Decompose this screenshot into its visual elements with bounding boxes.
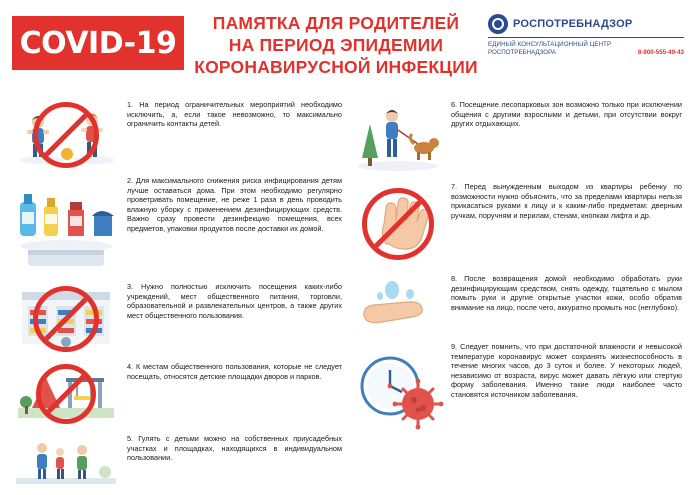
dog-walk-illustration: [352, 100, 444, 176]
dog-walk-forest-icon: [352, 100, 444, 176]
covid-badge: [12, 16, 184, 70]
list-item: [352, 182, 682, 268]
list-item-text: 5. Гулять с детьми можно на собственных приусадебных участках и площадках, находящихся в индивидуальном пользовании.: [127, 434, 342, 463]
playground-illustration: [12, 362, 120, 428]
page-title: [184, 10, 488, 78]
list-item: [12, 282, 342, 356]
shopping-illustration: [12, 282, 120, 356]
org-name: РОСПОТРЕБНАДЗОР: [513, 18, 633, 30]
hand-wash-icon: [352, 274, 444, 336]
list-item: [12, 434, 342, 490]
title-line-3: КОРОНАВИРУСНОЙ ИНФЕКЦИИ: [194, 57, 478, 77]
list-item-text: 6. Посещение лесопарковых зон возможно только при исключении общения с другими взрослыми и детьми, при отсутствии вокруг других отдыхающих.: [451, 100, 682, 129]
no-children-contact-icon: [12, 100, 120, 170]
list-item-text: 8. После возвращения домой необходимо обработать руки дезинфицирующим средством, снять одежду, тщательно с мылом помыть руки и другие открытые участки кожи, особо обратив внимание на лицо, после чего, аккуратно промыть нос (неглубоко).: [451, 274, 682, 312]
org-subtitle-line1: ЕДИНЫЙ КОНСУЛЬТАЦИОННЫЙ ЦЕНТР: [488, 41, 612, 48]
cleaning-supplies-icon: [12, 176, 120, 276]
org-phone: 8-800-555-49-43: [637, 49, 684, 56]
title-line-1: ПАМЯТКА ДЛЯ РОДИТЕЛЕЙ: [212, 13, 460, 33]
cleaning-illustration: [12, 176, 120, 276]
org-subtitle-line2: РОСПОТРЕБНАДЗОРА: [488, 49, 556, 56]
right-column: [352, 100, 682, 482]
poster-content: [12, 100, 684, 482]
list-item: [12, 362, 342, 428]
list-item: [352, 342, 682, 434]
poster-header: [12, 10, 684, 96]
org-contact-row: [488, 49, 684, 57]
covid-badge-label: COVID-19: [19, 25, 177, 61]
list-item: [352, 100, 682, 176]
list-item-text: 7. Перед вынужденным выходом из квартиры ребенку по возможности нужно объяснить, что за пределами квартиры нельзя прикасаться руками к лицу и к каким-либо предметам: дверным ручкам, поручням и перилам, стенам, кнопкам лифта и др.: [451, 182, 682, 220]
no-playground-icon: [12, 362, 120, 428]
hand-wash-illustration: [352, 274, 444, 336]
title-line-2: НА ПЕРИОД ЭПИДЕМИИ: [228, 35, 444, 55]
list-item-text: 1. На период ограничительных мероприятий необходимо исключить, а, если такое невозможно, то максимально ограничить контакты детей.: [127, 100, 342, 129]
no-touch-surfaces-icon: [352, 182, 444, 268]
family-illustration: [12, 434, 120, 490]
left-column: [12, 100, 342, 482]
rospotrebnadzor-block: [488, 10, 684, 57]
virus-clock-icon: [352, 342, 444, 434]
rospotrebnadzor-logo-icon: [488, 14, 508, 34]
no-shopping-mall-icon: [12, 282, 120, 356]
list-item: [12, 100, 342, 170]
list-item-text: 4. К местам общественного пользования, которые не следует посещать, относятся детские площадки дворов и парков.: [127, 362, 342, 381]
list-item-text: 9. Следует помнить, что при достаточной влажности и невысокой температуре коронавирус может сохранять жизнеспособность в течение многих часов, до 3 суток и более. У некоторых людей, независимо от возраста, вирус может давать лёгкую или стертую форму заболевания. Именно такие люди наиболее часто становятся источником заболевания.: [451, 342, 682, 399]
list-item: [352, 274, 682, 336]
org-header: [488, 14, 684, 34]
divider: [488, 37, 684, 38]
family-walk-private-area-icon: [12, 434, 120, 490]
list-item: [12, 176, 342, 276]
children-illustration: [12, 100, 120, 170]
list-item-text: 2. Для максимального снижения риска инфицирования детям лучше оставаться дома. При этом необходимо регулярно проветривать помещение, не реже 1 раза в день проводить влажную уборку с применением дезинфицирующих средств. Важно сразу провести дезинфекцию помещения, всех предметов, упаковки продуктов после доставки их домой.: [127, 176, 342, 233]
virus-clock-illustration: [352, 342, 444, 434]
list-item-text: 3. Нужно полностью исключить посещения каких-либо учреждений, мест общественного питания, торговли, образовательной и развлекательных центров, а также других мест общественного пользования.: [127, 282, 342, 320]
hand-touch-illustration: [352, 182, 444, 268]
